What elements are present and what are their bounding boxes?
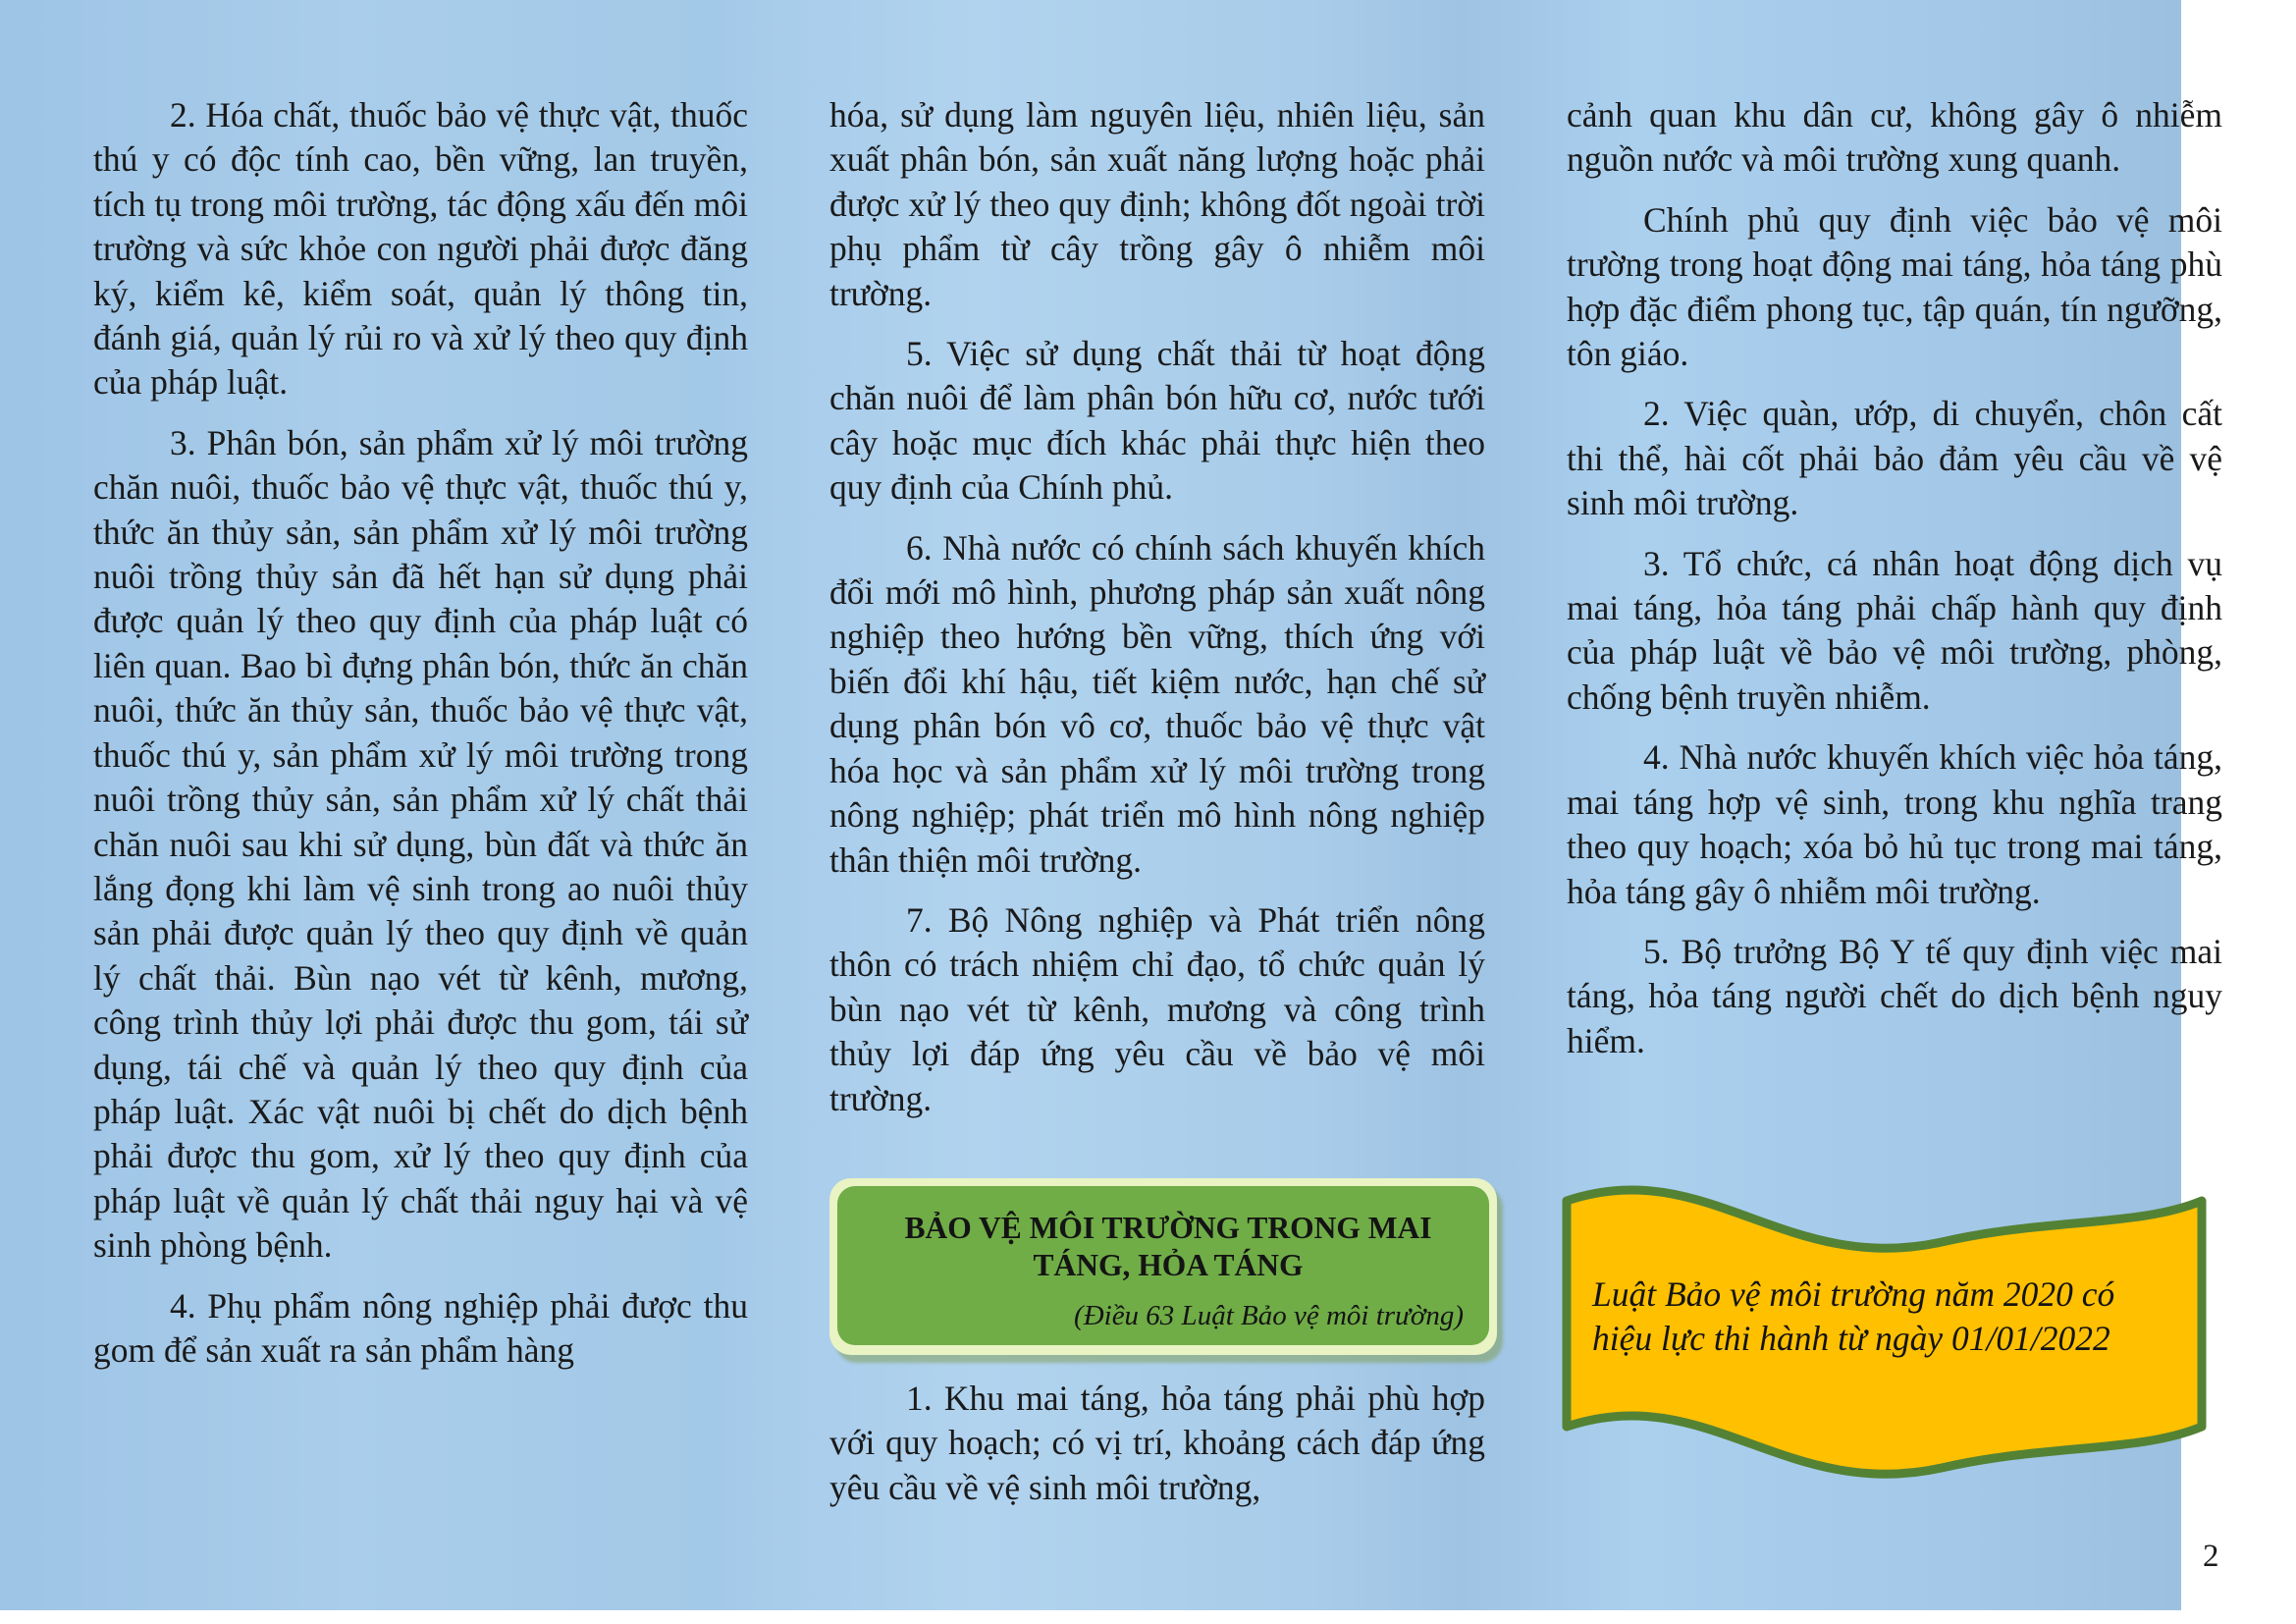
- banner-text: Luật Bảo vệ môi trường năm 2020 có hiệu lực thi hành từ ngày 01/01/2022: [1592, 1274, 2115, 1358]
- section-title: BẢO VỆ MÔI TRƯỜNG TRONG MAI TÁNG, HỎA TÁNG: [904, 1211, 1432, 1282]
- paragraph: 3. Tổ chức, cá nhân hoạt động dịch vụ mai táng, hỏa táng phải chấp hành quy định của pháp luật về bảo vệ môi trường, phòng, chống bệnh truyền nhiễm.: [1567, 543, 2222, 717]
- text-column-2: [829, 93, 1485, 1137]
- text-column-2-continued: [829, 1377, 1485, 1526]
- paragraph: 6. Nhà nước có chính sách khuyến khích đổi mới mô hình, phương pháp sản xuất nông nghiệp theo hướng bền vững, thích ứng với biến đổi khí hậu, tiết kiệm nước, hạn chế sử dụng phân bón vô cơ, thuốc bảo vệ thực vật hóa học và sản phẩm xử lý môi trường trong nông nghiệp; phát triển mô hình nông nghiệp thân thiện môi trường.: [829, 527, 1485, 880]
- paragraph: 1. Khu mai táng, hỏa táng phải phù hợp với quy hoạch; có vị trí, khoảng cách đáp ứng yêu cầu về vệ sinh môi trường,: [829, 1379, 1485, 1507]
- section-heading-fill: [837, 1186, 1489, 1345]
- paragraph: 4. Phụ phẩm nông nghiệp phải được thu gom để sản xuất ra sản phẩm hàng: [93, 1285, 748, 1370]
- paragraph: 5. Việc sử dụng chất thải từ hoạt động chăn nuôi để làm phân bón hữu cơ, nước tưới cây hoặc mục đích khác phải thực hiện theo quy định của Chính phủ.: [829, 334, 1485, 508]
- paragraph: 4. Nhà nước khuyến khích việc hỏa táng, mai táng hợp vệ sinh, trong khu nghĩa trang theo quy hoạch; xóa bỏ hủ tục trong mai táng, hỏa táng gây ô nhiễm môi trường.: [1567, 737, 2222, 911]
- paragraph: 2. Việc quàn, ướp, di chuyển, chôn cất thi thể, hài cốt phải bảo đảm yêu cầu về vệ sinh môi trường.: [1567, 394, 2222, 523]
- section-heading-box: [829, 1178, 1497, 1355]
- text-column-3: [1567, 93, 2222, 1079]
- paragraph: 5. Bộ trưởng Bộ Y tế quy định việc mai táng, hỏa táng người chết do dịch bệnh nguy hiểm.: [1567, 931, 2222, 1060]
- paragraph: cảnh quan khu dân cư, không gây ô nhiễm nguồn nước và môi trường xung quanh.: [1567, 95, 2222, 180]
- paragraph: Chính phủ quy định việc bảo vệ môi trường trong hoạt động mai táng, hỏa táng phù hợp đặc điểm phong tục, tập quán, tín ngưỡng, tôn giáo.: [1567, 199, 2222, 374]
- paragraph: hóa, sử dụng làm nguyên liệu, nhiên liệu, sản xuất phân bón, sản xuất năng lượng hoặc phải được xử lý theo quy định; không đốt ngoài trời phụ phẩm từ cây trồng gây ô nhiễm môi trường.: [829, 95, 1485, 313]
- paragraph: 3. Phân bón, sản phẩm xử lý môi trường chăn nuôi, thuốc bảo vệ thực vật, thuốc thú y, thức ăn thủy sản, sản phẩm xử lý môi trường nuôi trồng thủy sản đã hết hạn sử dụng phải được quản lý theo quy định của pháp luật có liên quan. Bao bì đựng phân bón, thức ăn chăn nuôi, thức ăn thủy sản, thuốc bảo vệ thực vật, thuốc thú y, sản phẩm xử lý môi trường trong nuôi trồng thủy sản, sản phẩm xử lý chất thải chăn nuôi sau khi sử dụng, bùn đất và thức ăn lắng đọng khi làm vệ sinh trong ao nuôi thủy sản phải được quản lý theo quy định về quản lý chất thải. Bùn nạo vét từ kênh, mương, công trình thủy lợi phải được thu gom, tái sử dụng, tái chế và quản lý theo quy định của pháp luật. Xác vật nuôi bị chết do dịch bệnh phải được thu gom, xử lý theo quy định của pháp luật về quản lý chất thải nguy hại và vệ sinh phòng bệnh.: [93, 422, 748, 1266]
- page-number: 2: [2203, 1539, 2219, 1574]
- text-column-1: [93, 93, 748, 1388]
- paragraph: 7. Bộ Nông nghiệp và Phát triển nông thôn có trách nhiệm chỉ đạo, tổ chức quản lý bùn nạo vét từ kênh, mương và công trình thủy lợi đáp ứng yêu cầu về bảo vệ môi trường.: [829, 899, 1485, 1118]
- paragraph: 2. Hóa chất, thuốc bảo vệ thực vật, thuốc thú y có độc tính cao, bền vững, lan truyền, tích tụ trong môi trường, tác động xấu đến môi trường và sức khỏe con người phải được đăng ký, kiểm kê, kiểm soát, quản lý thông tin, đánh giá, quản lý rủi ro và xử lý theo quy định của pháp luật.: [93, 95, 748, 403]
- section-reference: (Điều 63 Luật Bảo vệ môi trường): [1074, 1300, 1464, 1331]
